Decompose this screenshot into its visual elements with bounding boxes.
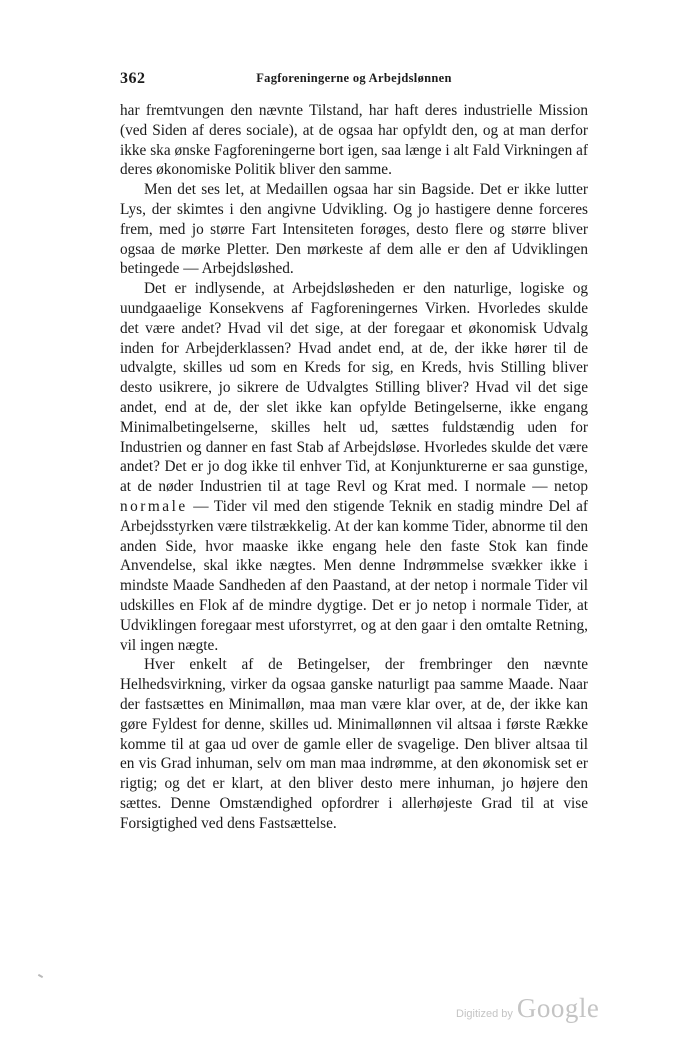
paragraph-4: Hver enkelt af de Betingelser, der frembringer den nævnte Helhedsvirkning, virker da ogsaa ganske naturligt paa samme Maade. Naar der fastsættes en Minimalløn, maa man være klar over, at de, der ikke kan gøre Fyldest for denne, skilles ud. Minimallønnen vil altsaa i første Række komme til at gaa ud over de gamle eller de svagelige. Den bliver altsaa til en vis Grad inhuman, selv om man maa indrømme, at den økonomisk set er rigtig; og det er klart, at den bliver desto mere inhuman, jo højere den sættes. Denne Omstændighed opfordrer i allerhøjeste Grad til at vise Forsigtighed ved dens Fastsættelse.	[120, 656, 588, 832]
paragraph-2: Men det ses let, at Medaillen ogsaa har sin Bagside. Det er ikke lutter Lys, der skimtes i den angivne Udvikling. Og jo hastigere denne forceres frem, med jo større Fart Intensiteten forøges, desto flere og større bliver ogsaa de mørke Pletter. Den mørkeste af dem alle er den af Udviklingen betingede — Arbejdsløshed.	[120, 181, 588, 278]
watermark-small-text: Digitized by	[456, 1008, 513, 1020]
paragraph-3-part-b: — Tider vil med den stigende Teknik en stadig mindre Del af Arbejdsstyrken være tilstrækkelig. At der kan komme Tider, abnorme til den anden Side, hvor maaske ikke engang hele den faste Stok kan finde Anvendelse, skal ikke nægtes. Men denne Indrømmelse svækker ikke i mindste Maade Sandheden af den Paastand, at der netop i normale Tider vil udskilles en Flok af de mindre dygtige. Det er jo netop i normale Tider, at Udviklingen foregaar mest uforstyrret, og at den gaar i den omtalte Retning, vil ingen nægte.	[120, 497, 588, 654]
running-head: Fagforeningerne og Arbejdslønnen	[256, 71, 452, 85]
paragraph-3	[120, 279, 588, 655]
emphasized-word: normale	[120, 497, 188, 515]
body-text	[120, 101, 588, 833]
scan-speck	[38, 974, 43, 978]
digitized-by-google-watermark	[456, 993, 599, 1029]
page-number: 362	[120, 70, 146, 87]
page-header	[120, 70, 588, 92]
paragraph-1: har fremtvungen den nævnte Tilstand, har haft deres industrielle Mission (ved Siden af deres sociale), at de ogsaa har opfyldt den, og at man derfor ikke ska ønske Fagforeningerne bort igen, saa længe i alt Fald Virkningen af deres økonomiske Politik bliver den samme.	[120, 102, 588, 179]
google-logo-text: Google	[516, 993, 600, 1023]
paragraph-3-part-a: Det er indlysende, at Arbejdsløsheden er den naturlige, logiske og uundgaaelige Konsekvens af Fagforeningernes Virken. Hvorledes skulde det være andet? Hvad vil det sige, at der foregaar et økonomisk Udvalg inden for Arbejderklassen? Hvad andet end, at de, der ikke hører til de udvalgte, skilles ud som en Kreds for sig, en Kreds, hvis Stilling bliver desto usikrere, jo sikrere de Udvalgtes Stilling bliver? Hvad vil det sige andet, end at de, der slet ikke kan opfylde Betingelserne, ikke engang Minimalbetingelserne, skilles helt ud, sættes fuldstændig uden for Industrien og danner en fast Stab af Arbejdsløse. Hvorledes skulde det være andet? Det er jo dog ikke til enhver Tid, at Konjunkturerne er saa gunstige, at de nøder Industrien til at tage Revl og Krat med. I normale — netop	[120, 280, 588, 496]
